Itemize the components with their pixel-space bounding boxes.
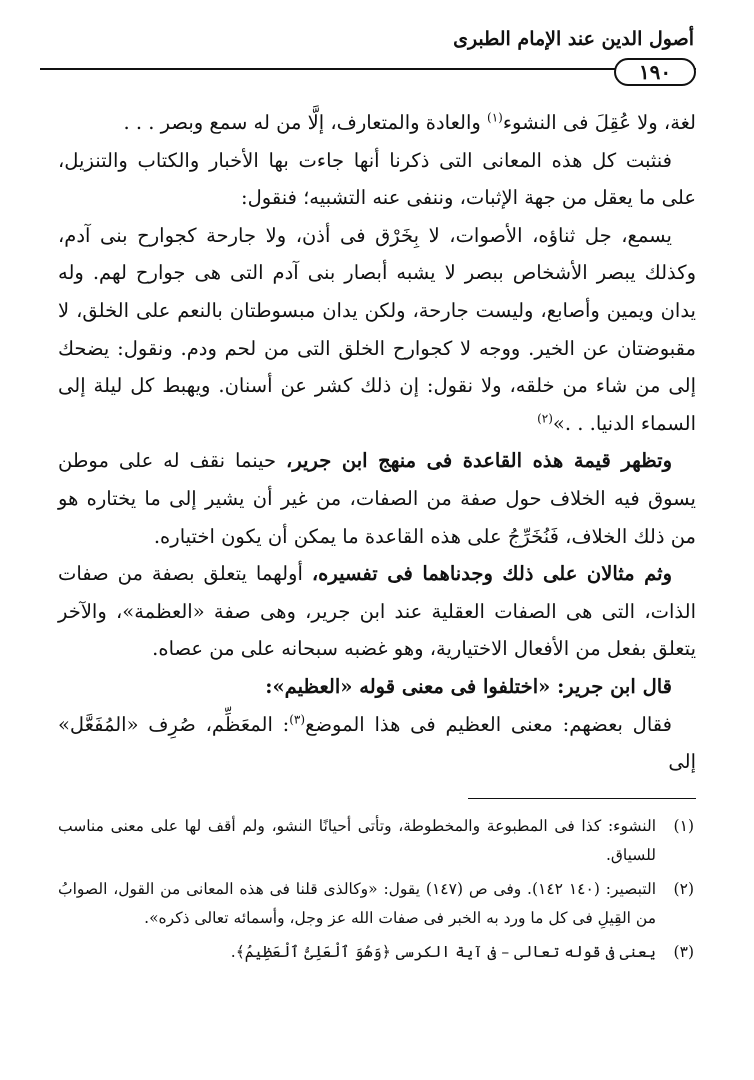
footnote-divider <box>468 798 696 799</box>
paragraph-text: لغة، ولا عُقِلَ فى النشوء <box>502 111 696 134</box>
paragraph-text: فقال بعضهم: معنى العظيم فى هذا الموضع <box>305 712 672 736</box>
footnote <box>58 875 694 933</box>
footnote-text: النشوء: كذا فى المطبوعة والمخطوطة، وتأتى أحيانًا النشو، ولم أقف لها على معنى مناسب للسياق. <box>58 817 656 864</box>
paragraph-text: أولهما يتعلق بصفة من صفات الذات، التى هى الصفات العقلية عند ابن جرير، وهى صفة «العظمة»، والآخر يتعلق بفعل من الأفعال الاختيارية، وهو غضبه سبحانه على من عصاه. <box>58 562 696 661</box>
paragraph <box>58 104 696 142</box>
footnote-number: (١) <box>673 817 694 835</box>
footnote <box>58 938 694 967</box>
footnote-ref[interactable]: (٢) <box>537 411 553 426</box>
paragraph: فنثبت كل هذه المعانى التى ذكرنا أنها جاءت بها الأخبار والكتاب والتنزيل، على ما يعقل من جهة الإثبات، وننفى عنه التشبيه؛ فنقول: <box>58 148 696 210</box>
body-text <box>58 104 696 781</box>
footnote-text: التبصير: (١٤٠ ١٤٢). وفى ص (١٤٧) يقول: «وكالذى قلنا فى هذه المعانى من القول، الصوابُ من القِيلِ فى كل ما ورد به الخبر فى صفات الله عز وجل، وأسمائه تعالى ذكره». <box>58 880 656 927</box>
page-number: ١٩٠ <box>614 58 696 86</box>
paragraph <box>58 555 696 668</box>
running-header: أصول الدين عند الإمام الطبرى <box>453 28 694 50</box>
header-rule <box>40 68 696 70</box>
paragraph <box>58 442 696 555</box>
paragraph-text: : المعَظِّم، صُرِف «المُفَعَّل» إلى <box>58 712 696 774</box>
paragraph <box>58 706 696 781</box>
paragraph-lead: وتظهر قيمة هذه القاعدة فى منهج ابن جرير، <box>286 449 672 473</box>
quote-heading: قال ابن جرير: «اختلفوا فى معنى قوله «العظيم»: <box>265 674 672 698</box>
quoted-paragraph <box>58 217 696 443</box>
footnote-ref[interactable]: (١) <box>487 110 503 125</box>
footnotes <box>58 812 694 972</box>
footnote-ref[interactable]: (٣) <box>289 712 306 726</box>
footnote-text: يعنى فى قوله تعالى – فى آية الكرسى ﴿وَهُوَ ٱلْعَلِىُّ ٱلْعَظِيمُ﴾. <box>230 943 656 961</box>
footnote-number: (٢) <box>673 880 694 898</box>
footnote-number: (٣) <box>673 943 694 961</box>
paragraph-lead: وثم مثالان على ذلك وجدناهما فى تفسيره، <box>311 562 672 586</box>
footnote <box>58 812 694 870</box>
paragraph-text: والعادة والمتعارف، إلَّا من له سمع وبصر . . . <box>123 111 488 134</box>
paragraph-text: يسمع، جل ثناؤه، الأصوات، لا بِخَرْق فى أذن، ولا جارحة كجوارح بنى آدم، وكذلك يبصر الأشخاص ببصر لا يشبه أبصار بنى آدم التى هى جوارح لهم. وله يدان ويمين وأصابع، وليست جارحة، ولكن يدان مبسوطتان بالنعم على الخلق، لا مقبوضتان عن الخير. ووجه لا كجوارح الخلق التى من لحم ودم. ونقول: يضحك إلى من شاء من خلقه، ولا نقول: إن ذلك كشر عن أسنان. ويهبط كل ليلة إلى السماء الدنيا. . .» <box>58 223 696 435</box>
paragraph-text: حينما نقف له على موطن يسوق فيه الخلاف حول صفة من الصفات، من غير أن يشير إلى ما يختاره هو من ذلك الخلاف، فَنُخَرِّجُ على هذه القاعدة ما يمكن أن يكون اختياره. <box>58 449 696 548</box>
